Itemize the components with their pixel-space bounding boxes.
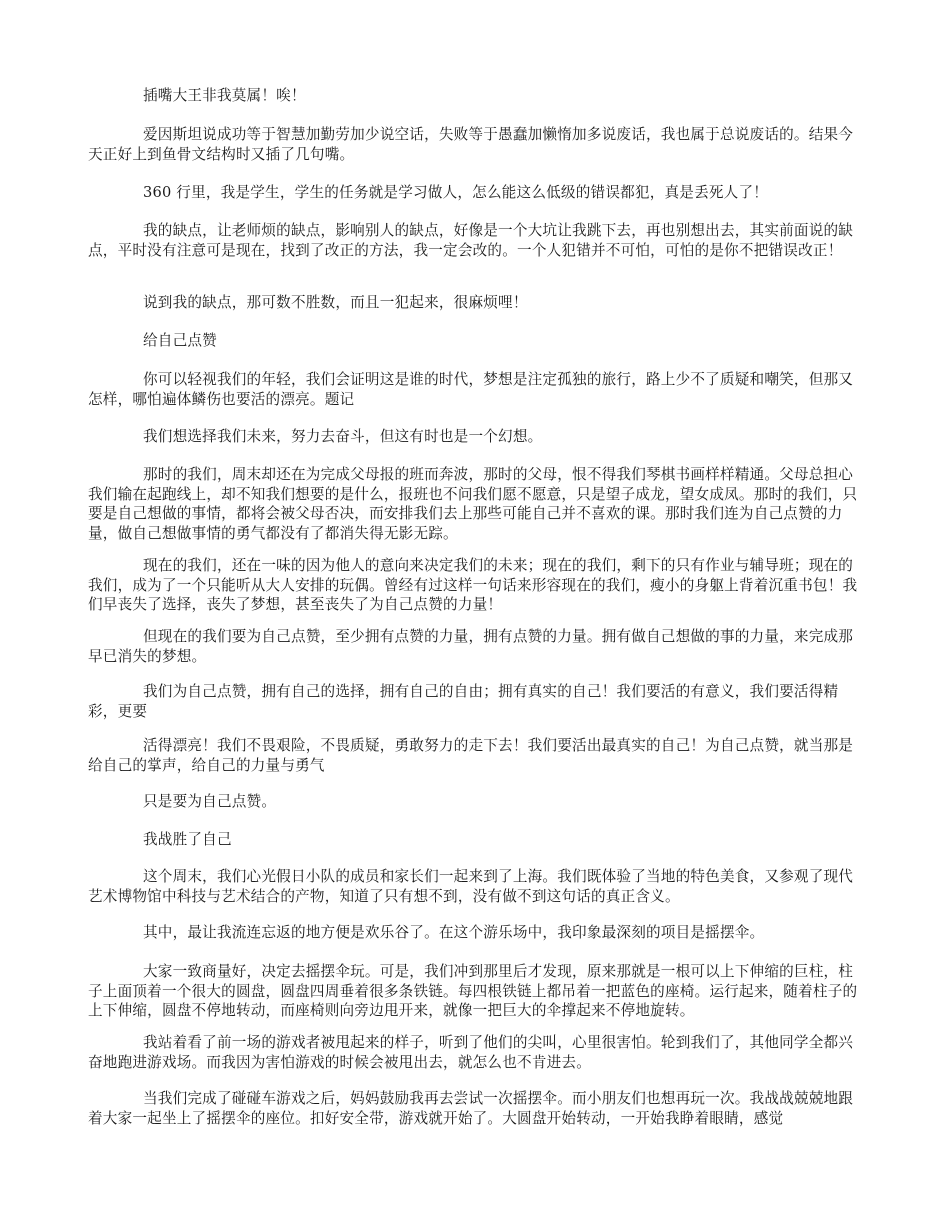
- paragraph: 我站着看了前一场的游戏者被甩起来的样子，听到了他们的尖叫，心里很害怕。轮到我们了，其他同学全都兴奋地跑进游戏场。而我因为害怕游戏的时候会被甩出去，就怎么也不肯进去。: [88, 1034, 854, 1071]
- paragraph: 爱因斯坦说成功等于智慧加勤劳加少说空话，失败等于愚蠢加懒惰加多说废话，我也属于总说废话的。结果今天正好上到鱼骨文结构时又插了几句嘴。: [88, 126, 854, 163]
- paragraph: 其中，最让我流连忘返的地方便是欢乐谷了。在这个游乐场中，我印象最深刻的项目是摇摆伞。: [143, 924, 765, 941]
- paragraph: 当我们完成了碰碰车游戏之后，妈妈鼓励我再去尝试一次摇摆伞。而小朋友们也想再玩一次。我战战兢兢地跟着大家一起坐上了摇摆伞的座位。扣好安全带，游戏就开始了。大圆盘开始转动，一开始我睁着眼睛，感觉: [88, 1090, 854, 1127]
- paragraph: 大家一致商量好，决定去摇摆伞玩。可是，我们冲到那里后才发现，原来那就是一根可以上下伸缩的巨柱，柱子上面顶着一个很大的圆盘，圆盘四周垂着很多条铁链。每四根铁链上都吊着一把蓝色的座椅。运行起来，随着柱子的上下伸缩，圆盘不停地转动，而座椅则向旁边甩开来，就像一把巨大的伞撑起来不停地旋转。: [88, 963, 858, 1019]
- paragraph: 但现在的我们要为自己点赞，至少拥有点赞的力量，拥有点赞的力量。拥有做自己想做的事的力量，来完成那早已消失的梦想。: [88, 628, 854, 665]
- paragraph: 现在的我们，还在一味的因为他人的意向来决定我们的未来；现在的我们，剩下的只有作业与辅导班；现在的我们，成为了一个只能听从大人安排的玩偶。曾经有过这样一句话来形容现在的我们，瘦小的身躯上背着沉重书包！我们早丧失了选择，丧失了梦想，甚至丧失了为自己点赞的力量！: [88, 557, 858, 613]
- paragraph: 360 行里，我是学生，学生的任务就是学习做人，怎么能这么低级的错误都犯，真是丢死人了！: [143, 184, 769, 201]
- paragraph: 你可以轻视我们的年轻，我们会证明这是谁的时代，梦想是注定孤独的旅行，路上少不了质疑和嘲笑，但那又怎样，哪怕遍体鳞伤也要活的漂亮。题记: [88, 371, 854, 408]
- paragraph: 只是要为自己点赞。: [143, 793, 277, 810]
- section-heading: 给自己点赞: [143, 332, 217, 349]
- section-heading: 我战胜了自己: [143, 831, 232, 848]
- paragraph: 插嘴大王非我莫属！唉！: [143, 87, 306, 104]
- paragraph: 我们想选择我们未来，努力去奋斗，但这有时也是一个幻想。: [143, 428, 543, 445]
- paragraph: 我的缺点，让老师烦的缺点，影响别人的缺点，好像是一个大坑让我跳下去，再也别想出去，其实前面说的缺点，平时没有注意可是现在，找到了改正的方法，我一定会改的。一个人犯错并不可怕，可怕的是你不把错误改正！: [88, 222, 854, 259]
- paragraph: 那时的我们，周末却还在为完成父母报的班而奔波，那时的父母，恨不得我们琴棋书画样样精通。父母总担心我们输在起跑线上，却不知我们想要的是什么，报班也不问我们愿不愿意，只是望子成龙，望女成凤。那时的我们，只要是自己想做的事情，都将会被父母否决，而安排我们去上那些可能自己并不喜欢的课。那时我们连为自己点赞的力量，做自己想做事情的勇气都没有了都消失得无影无踪。: [88, 466, 858, 542]
- paragraph: 说到我的缺点，那可数不胜数，而且一犯起来，很麻烦哩！: [143, 294, 528, 311]
- paragraph: 活得漂亮！我们不畏艰险，不畏质疑，勇敢努力的走下去！我们要活出最真实的自己！为自己点赞，就当那是给自己的掌声，给自己的力量与勇气: [88, 737, 854, 774]
- paragraph: 我们为自己点赞，拥有自己的选择，拥有自己的自由；拥有真实的自己！我们要活的有意义，我们要活得精彩，更要: [88, 683, 839, 720]
- paragraph: 这个周末，我们心光假日小队的成员和家长们一起来到了上海。我们既体验了当地的特色美食，又参观了现代艺术博物馆中科技与艺术结合的产物，知道了只有想不到，没有做不到这句话的真正含义。: [88, 868, 854, 905]
